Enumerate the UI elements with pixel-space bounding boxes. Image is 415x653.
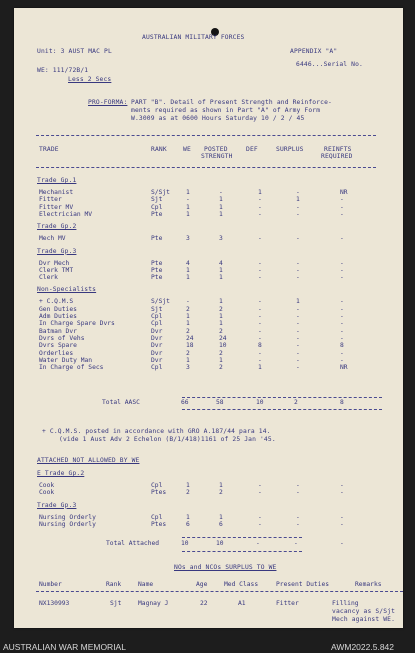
cell-surplus: - — [296, 235, 300, 243]
trade-group-title: E Trade Gp.2 — [37, 470, 85, 477]
cell-rank: Dvr — [151, 349, 163, 357]
cell-posted: 1 — [219, 196, 223, 204]
cell-def: 8 — [258, 342, 262, 350]
surplus-col-age: Age — [196, 581, 208, 588]
cell-def: - — [258, 259, 262, 267]
trade-name: In Charge of Secs — [39, 364, 104, 372]
cell-rank: Dvr — [151, 327, 163, 335]
cell-rank: Cpl — [151, 203, 163, 211]
cell-reinf: - — [340, 313, 344, 320]
surplus-col-remarks: Remarks — [355, 581, 382, 588]
cell-reinf: 8 — [340, 342, 344, 350]
cell-surplus: - — [296, 364, 300, 372]
table-row — [14, 489, 403, 497]
cell-rank: Dvr — [151, 356, 163, 364]
total-rule-bottom — [182, 409, 382, 410]
cell-rank: Pte — [151, 274, 163, 282]
total-aasc-posted: 58 — [216, 399, 224, 406]
surplus-age: 22 — [200, 600, 208, 607]
total-aasc-we: 66 — [181, 399, 189, 406]
cell-reinf: - — [340, 235, 344, 243]
surplus-title: NOs and NCOs SURPLUS TO WE — [174, 564, 277, 571]
attached-total-rule-top — [182, 537, 302, 538]
table-row — [14, 235, 403, 243]
trade-name: Fitter MV — [39, 203, 74, 211]
cell-posted: 2 — [219, 349, 223, 357]
cell-posted: 1 — [219, 203, 223, 211]
cell-reinf: - — [340, 320, 344, 328]
cell-rank: Dvr — [151, 342, 163, 350]
cell-rank: Sjt — [151, 305, 163, 313]
cell-we: 1 — [186, 313, 190, 320]
trade-name: Clerk TMT — [39, 266, 74, 274]
surplus-col-name: Name — [138, 581, 154, 588]
cell-surplus: 1 — [296, 196, 300, 204]
surplus-duties: Fitter — [276, 600, 299, 607]
cell-posted: 2 — [219, 364, 223, 372]
note-line-2: (vide 1 Aust Adv 2 Echelon (B/1/418)1161 of 25 Jan '45. — [59, 436, 276, 443]
cell-surplus: - — [296, 349, 300, 357]
note-line-1: + C.Q.M.S. posted in accordance with GRO A.187/44 para 14. — [42, 428, 271, 435]
trade-group-title: Trade Gp.2 — [37, 223, 77, 231]
cell-posted: 2 — [219, 305, 223, 313]
cell-surplus: - — [296, 327, 300, 335]
total-aasc-label: Total AASC — [102, 399, 140, 406]
cell-def: - — [258, 313, 262, 320]
cell-rank: Ptes — [151, 489, 167, 497]
cell-def: - — [258, 334, 262, 342]
unit-line: Unit: 3 AUST MAC PL — [37, 48, 112, 55]
cell-reinf: NR — [340, 189, 348, 196]
total-attached-posted: 10 — [216, 540, 224, 547]
cell-rank: Ptes — [151, 520, 167, 528]
cell-posted: 1 — [219, 274, 223, 282]
total-aasc-row — [14, 399, 403, 407]
cell-we: 2 — [186, 349, 190, 357]
trade-name: Adm Duties — [39, 313, 77, 320]
cell-posted: 6 — [219, 520, 223, 528]
serial-number: 6446...Serial No. — [296, 61, 363, 68]
trade-name: Electrician MV — [39, 210, 93, 218]
appendix-label: APPENDIX "A" — [290, 48, 338, 55]
cell-posted: 1 — [219, 313, 223, 320]
surplus-rank: Sjt — [110, 600, 122, 607]
cell-surplus: - — [296, 489, 300, 497]
cell-posted: - — [219, 189, 223, 196]
cell-rank: Sjt — [151, 196, 163, 204]
proforma-text-3: W.3009 as at 0600 Hours Saturday 10 / 2 / 45 — [131, 115, 305, 122]
cell-def: - — [258, 196, 262, 204]
trade-name: Mechanist — [39, 189, 74, 196]
trade-name: Dvrs of Vehs — [39, 334, 85, 342]
trade-name: Cook — [39, 482, 55, 489]
cell-we: 2 — [186, 489, 190, 497]
trade-name: Clerk — [39, 274, 58, 282]
trade-name: Dvrs Spare — [39, 342, 77, 350]
trade-name: Water Duty Man — [39, 356, 93, 364]
cell-we: 1 — [186, 203, 190, 211]
total-attached-row — [14, 540, 403, 548]
table-top-rule — [36, 135, 376, 136]
cell-reinf: - — [340, 298, 344, 306]
surplus-header-row — [14, 581, 403, 589]
cell-def: - — [258, 210, 262, 218]
cell-we: 4 — [186, 259, 190, 267]
cell-reinf: - — [340, 196, 344, 204]
surplus-remarks-1: Filling — [332, 600, 359, 607]
surplus-data-row — [14, 600, 403, 608]
trade-group-title: Non-Specialists — [37, 286, 97, 294]
table-row — [14, 521, 403, 529]
surplus-med: A1 — [238, 600, 246, 607]
cell-reinf: - — [340, 513, 344, 521]
cell-surplus: - — [296, 342, 300, 350]
cell-surplus: - — [296, 266, 300, 274]
cell-def: - — [258, 274, 262, 282]
trade-name: Nursing Orderly — [39, 513, 96, 521]
attached-title: ATTACHED NOT ALLOWED BY WE — [37, 457, 140, 464]
cell-rank: S/Sjt — [151, 298, 170, 306]
cell-rank: Cpl — [151, 313, 163, 320]
cell-def: - — [258, 305, 262, 313]
trade-name: In Charge Spare Dvrs — [39, 320, 115, 328]
trade-group-title: Trade Gp.3 — [37, 247, 77, 255]
cell-posted: 1 — [219, 356, 223, 364]
we-line: WE: 111/72B/1 — [37, 67, 89, 74]
surplus-col-med: Med Class — [224, 581, 259, 588]
cell-posted: 24 — [219, 334, 227, 342]
cell-reinf: - — [340, 203, 344, 211]
cell-reinf: NR — [340, 364, 348, 372]
total-rule-top — [182, 397, 382, 398]
cell-we: 6 — [186, 520, 190, 528]
surplus-col-duties: Present Duties — [276, 581, 330, 588]
cell-reinf: - — [340, 259, 344, 267]
surplus-col-rank: Rank — [106, 581, 122, 588]
cell-surplus: 1 — [296, 298, 300, 306]
footer-accession: AWM2022.5.842 — [331, 642, 394, 652]
col-rank: RANK — [151, 146, 167, 153]
col-surplus: SURPLUS — [276, 146, 304, 153]
cell-posted: 1 — [219, 320, 223, 328]
cell-posted: 1 — [219, 210, 223, 218]
trade-name: Nursing Orderly — [39, 520, 96, 528]
cell-we: 1 — [186, 266, 190, 274]
cell-rank: Pte — [151, 210, 163, 218]
cell-we: 2 — [186, 305, 190, 313]
cell-rank: Pte — [151, 235, 163, 243]
proforma-label: PRO-FORMA: — [88, 99, 128, 106]
cell-we: 1 — [186, 513, 190, 521]
total-attached-we: 10 — [181, 540, 189, 547]
cell-posted: 2 — [219, 327, 223, 335]
col-trade: TRADE — [39, 146, 59, 153]
surplus-col-number: Number — [39, 581, 62, 588]
cell-we: 3 — [186, 235, 190, 243]
cell-rank: Pte — [151, 259, 163, 267]
surplus-remarks-2: vacancy as S/Sjt — [332, 608, 396, 615]
cell-we: 1 — [186, 274, 190, 282]
cell-def: - — [258, 356, 262, 364]
surplus-remarks-3: Mech against WE. — [332, 616, 396, 623]
cell-we: 1 — [186, 210, 190, 218]
cell-reinf: - — [340, 334, 344, 342]
trade-name: Cook — [39, 489, 55, 497]
we-line-2: Less 2 Secs — [68, 76, 112, 83]
trade-name: Mech MV — [39, 235, 66, 243]
cell-rank: Dvr — [151, 334, 163, 342]
cell-posted: 1 — [219, 266, 223, 274]
cell-we: - — [186, 298, 190, 306]
cell-reinf: - — [340, 489, 344, 497]
cell-rank: Cpl — [151, 364, 163, 372]
attached-total-rule-bottom — [182, 551, 302, 552]
total-aasc-reinf: 8 — [340, 399, 344, 406]
col-we: WE — [183, 146, 191, 153]
cell-we: 1 — [186, 189, 190, 196]
surplus-header-rule — [36, 591, 403, 592]
cell-def: - — [258, 513, 262, 521]
cell-reinf: - — [340, 349, 344, 357]
surplus-name: Magnay J — [138, 600, 169, 607]
cell-we: 24 — [186, 334, 194, 342]
cell-def: - — [258, 266, 262, 274]
table-row — [14, 364, 403, 372]
document-page — [14, 8, 403, 628]
cell-posted: 4 — [219, 259, 223, 267]
cell-rank: Pte — [151, 266, 163, 274]
surplus-number: NX130993 — [39, 600, 70, 607]
cell-reinf: - — [340, 274, 344, 282]
cell-posted: 2 — [219, 489, 223, 497]
total-attached-label: Total Attached — [106, 540, 160, 547]
cell-we: - — [186, 196, 190, 204]
cell-surplus: - — [296, 274, 300, 282]
cell-def: - — [258, 349, 262, 357]
col-posted-1: POSTED — [204, 146, 228, 153]
cell-surplus: - — [296, 259, 300, 267]
cell-posted: 1 — [219, 513, 223, 521]
cell-we: 18 — [186, 342, 194, 350]
cell-def: - — [258, 235, 262, 243]
table-row — [14, 211, 403, 219]
cell-posted: 1 — [219, 298, 223, 306]
cell-surplus: - — [296, 210, 300, 218]
cell-we: 3 — [186, 364, 190, 372]
cell-def: - — [258, 327, 262, 335]
cell-we: 1 — [186, 356, 190, 364]
cell-reinf: - — [340, 266, 344, 274]
total-attached-def: - — [256, 540, 260, 547]
cell-surplus: - — [296, 356, 300, 364]
total-attached-surplus: - — [294, 540, 298, 547]
cell-reinf: - — [340, 520, 344, 528]
cell-posted: 3 — [219, 235, 223, 243]
cell-def: - — [258, 203, 262, 211]
trade-name: Fitter — [39, 196, 62, 204]
table-header-rule — [36, 167, 376, 168]
cell-reinf: - — [340, 482, 344, 489]
trade-name: Batman Dvr — [39, 327, 77, 335]
cell-def: - — [258, 298, 262, 306]
cell-rank: Cpl — [151, 513, 163, 521]
document-title: AUSTRALIAN MILITARY FORCES — [142, 34, 245, 41]
cell-reinf: - — [340, 327, 344, 335]
cell-we: 1 — [186, 482, 190, 489]
cell-def: - — [258, 489, 262, 497]
cell-surplus: - — [296, 189, 300, 196]
cell-def: - — [258, 520, 262, 528]
table-row — [14, 274, 403, 282]
cell-def: - — [258, 320, 262, 328]
cell-surplus: - — [296, 334, 300, 342]
trade-name: + C.Q.M.S — [39, 298, 74, 306]
cell-def: - — [258, 482, 262, 489]
cell-surplus: - — [296, 203, 300, 211]
cell-def: 1 — [258, 364, 262, 372]
cell-posted: 1 — [219, 482, 223, 489]
cell-def: 1 — [258, 189, 262, 196]
col-reinf-2: REQUIRED — [321, 153, 353, 160]
cell-we: 2 — [186, 327, 190, 335]
cell-reinf: - — [340, 210, 344, 218]
cell-rank: Cpl — [151, 482, 163, 489]
cell-rank: Cpl — [151, 320, 163, 328]
trade-group-title: Trade Gp.3 — [37, 501, 77, 509]
col-def: DEF — [246, 146, 258, 153]
total-aasc-def: 10 — [256, 399, 264, 406]
footer-source: AUSTRALIAN WAR MEMORIAL — [3, 642, 126, 652]
total-aasc-surplus: 2 — [294, 399, 298, 406]
proforma-text-2: ments required as shown in Part "A" of Army Form — [131, 107, 321, 114]
cell-surplus: - — [296, 482, 300, 489]
cell-posted: 10 — [219, 342, 227, 350]
cell-surplus: - — [296, 320, 300, 328]
trade-name: Orderlies — [39, 349, 74, 357]
trade-name: Dvr Mech — [39, 259, 70, 267]
cell-reinf: - — [340, 305, 344, 313]
col-reinf-1: REINFTS — [324, 146, 352, 153]
cell-surplus: - — [296, 520, 300, 528]
cell-reinf: - — [340, 356, 344, 364]
cell-surplus: - — [296, 313, 300, 320]
total-attached-reinf: - — [340, 540, 344, 547]
cell-rank: S/Sjt — [151, 189, 170, 196]
proforma-text-1: PART "B". Detail of Present Strength and Reinforce- — [131, 99, 332, 106]
trade-name: Gen Duties — [39, 305, 77, 313]
col-posted-2: STRENGTH — [201, 153, 233, 160]
cell-surplus: - — [296, 513, 300, 521]
cell-surplus: - — [296, 305, 300, 313]
cell-we: 1 — [186, 320, 190, 328]
trade-group-title: Trade Gp.1 — [37, 177, 77, 184]
